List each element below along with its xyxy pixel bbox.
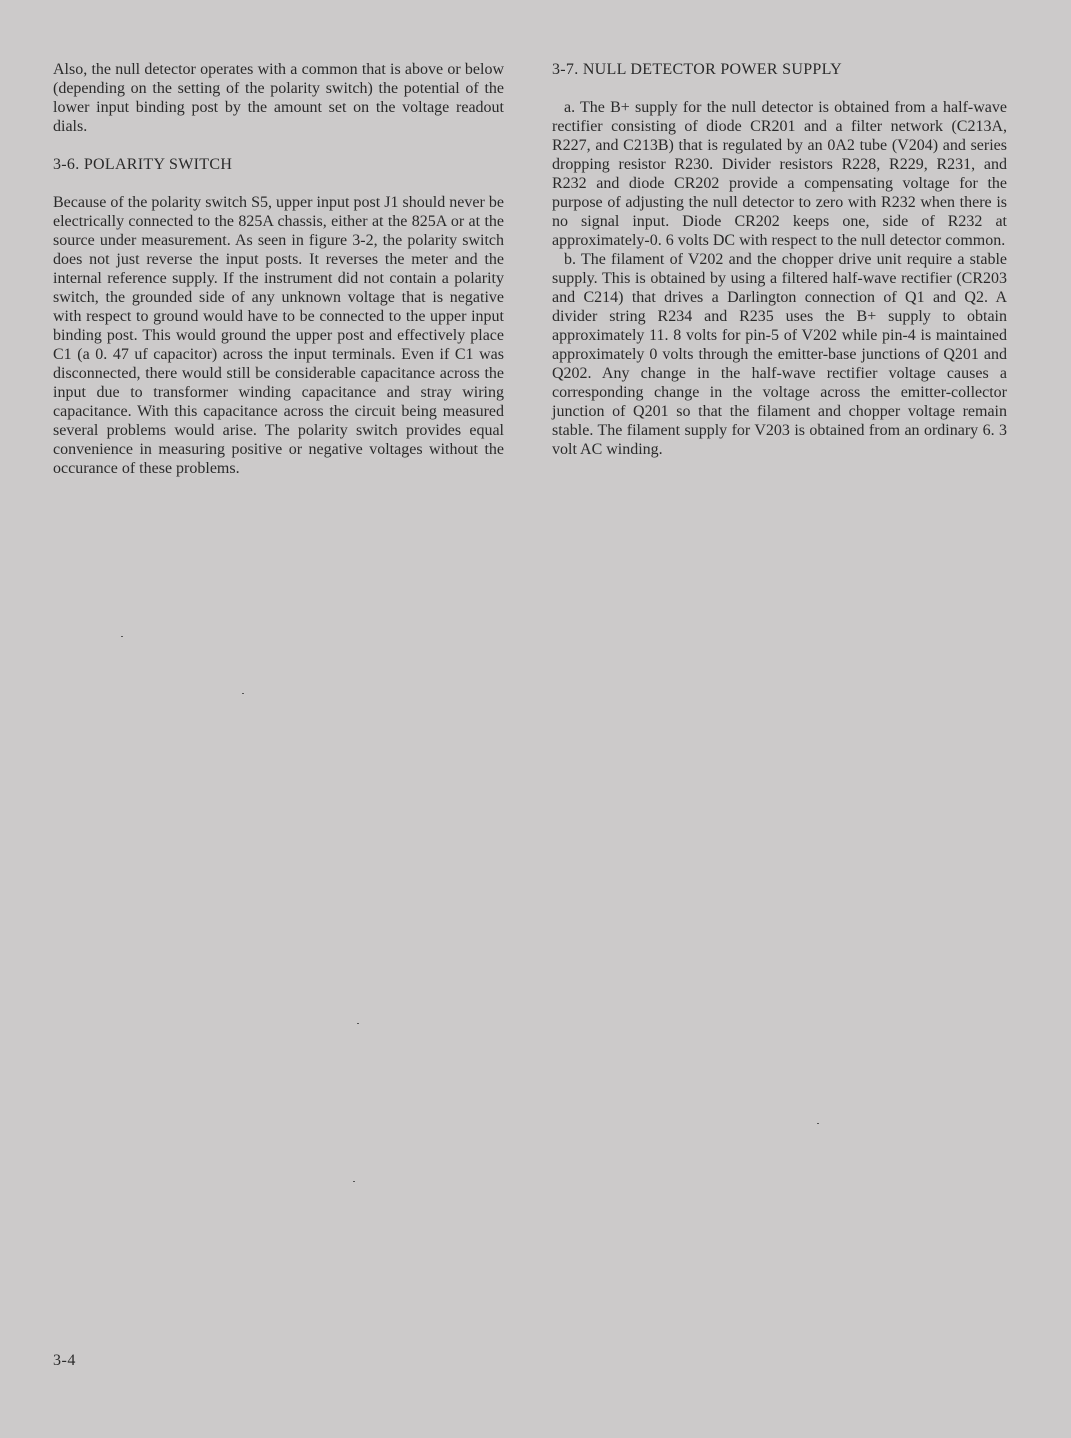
polarity-switch-heading: 3-6. POLARITY SWITCH [53,156,233,173]
power-supply-paragraph-b: b. The filament of V202 and the chopper drive unit require a stable supply. This is obtained by using a filtered half-wave rectifier (CR203 and C214) that drives a Darlington connection of Q1 and Q2. A divider string R234 and R235 uses the B+ supply to obtain approximately 11. 8 volts for pin-5 of V202 while pin-4 is maintained approximately 0 volts through the emitter-base junctions of Q201 and Q202. Any change in the half-wave rectifier voltage causes a corresponding change in the voltage across the emitter-collector junction of Q201 so that the filament and chopper voltage remain stable. The filament supply for V203 is obtained from an ordinary 6. 3 volt AC winding. [552,251,1007,458]
intro-paragraph: Also, the null detector operates with a common that is above or below (depending on the setting of the polarity switch) the potential of the lower input binding post by the amount set on the voltage readout dials. [53,61,504,135]
polarity-switch-paragraph: Because of the polarity switch S5, upper input post J1 should never be electrically connected to the 825A chassis, either at the 825A or at the source under measurement. As seen in figure 3-2, the polarity switch does not just reverse the input posts. It reverses the meter and the internal reference supply. If the instrument did not contain a polarity switch, the grounded side of any unknown voltage that is negative with respect to ground would have to be connected to the upper input binding post. This would ground the upper post and effectively place C1 (a 0. 47 uf capacitor) across the input terminals. Even if C1 was disconnected, there would still be considerable capacitance across the input due to transformer winding capacitance and stray wiring capacitance. With this capacitance across the circuit being measured several problems would arise. The polarity switch provides equal convenience in measuring positive or negative voltages without the occurance of these problems. [53,194,504,477]
power-supply-paragraph-a: a. The B+ supply for the null detector is obtained from a half-wave rectifier consisting of diode CR201 and a filter network (C213A, R227, and C213B) that is regulated by an 0A2 tube (V204) and series dropping resistor R230. Divider resistors R228, R229, R231, and R232 and diode CR202 provide a compensating voltage for the purpose of adjusting the null detector to zero with R232 when there is no signal input. Diode CR202 keeps one, side of R232 at approximately-0. 6 volts DC with respect to the null detector common. [552,99,1007,249]
scan-speck [121,636,123,637]
power-supply-heading: 3-7. NULL DETECTOR POWER SUPPLY [552,61,842,78]
scan-speck [353,1181,355,1182]
scan-speck [357,1023,359,1024]
scan-speck [817,1123,819,1124]
right-column [552,60,1007,459]
page-number: 3-4 [53,1352,76,1369]
scan-speck [242,693,244,694]
left-column [53,60,504,478]
